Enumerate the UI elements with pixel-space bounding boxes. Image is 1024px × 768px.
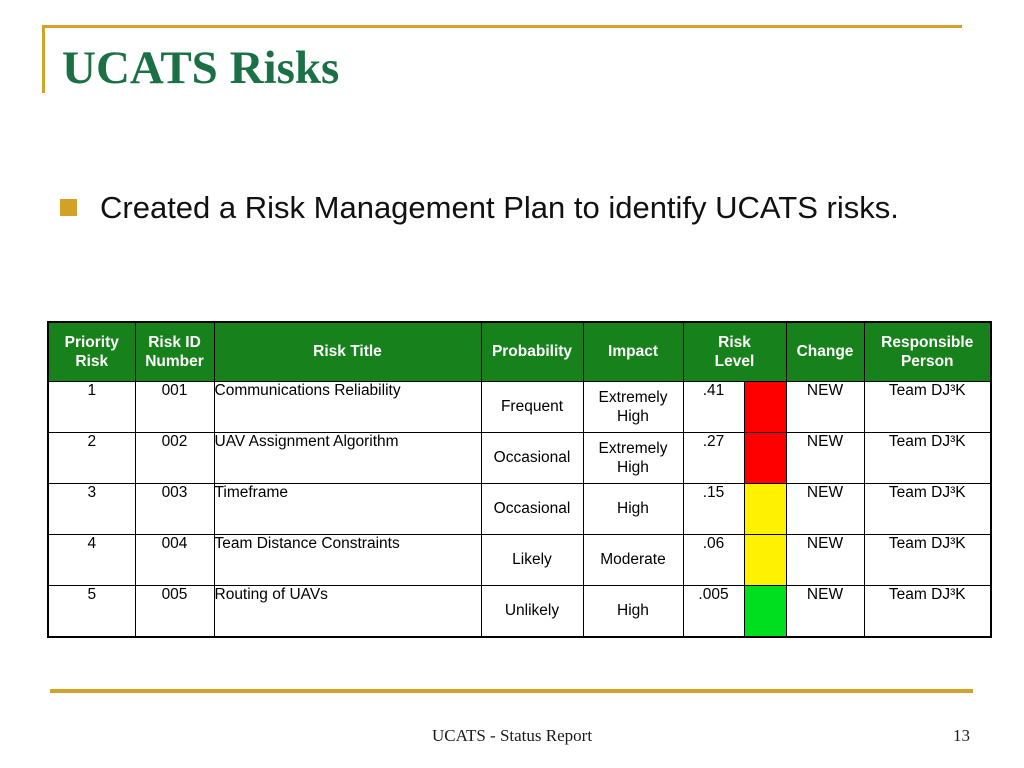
slide-title: UCATS Risks	[62, 42, 340, 94]
cell-priority: 2	[48, 433, 135, 484]
cell-impact: Moderate	[583, 535, 683, 586]
risk-level-color-swatch	[744, 484, 786, 535]
top-accent-line	[42, 25, 962, 28]
table-row	[48, 535, 991, 586]
header-label: Change	[796, 343, 854, 361]
cell-risk-id: 002	[135, 433, 214, 484]
table-row	[48, 586, 991, 638]
cell-risk-id: 003	[135, 484, 214, 535]
left-accent-line	[42, 25, 45, 93]
cell-risk-level: .27	[683, 433, 744, 484]
cell-risk-id: 005	[135, 586, 214, 638]
cell-risk-title: Timeframe	[214, 484, 481, 535]
bottom-accent-line	[50, 689, 973, 693]
cell-impact: High	[583, 484, 683, 535]
cell-change: NEW	[786, 382, 864, 433]
cell-priority: 1	[48, 382, 135, 433]
cell-risk-id: 001	[135, 382, 214, 433]
cell-risk-level: .15	[683, 484, 744, 535]
header-label: Risk ID Number	[145, 333, 204, 370]
cell-responsible: Team DJ³K	[864, 484, 991, 535]
cell-impact: Extremely High	[583, 433, 683, 484]
table-row	[48, 433, 991, 484]
cell-risk-title: UAV Assignment Algorithm	[214, 433, 481, 484]
footer-text: UCATS - Status Report	[431, 726, 593, 745]
cell-risk-title: Team Distance Constraints	[214, 535, 481, 586]
cell-impact: High	[583, 586, 683, 638]
header-priority-risk	[48, 322, 135, 382]
cell-risk-id: 004	[135, 535, 214, 586]
risk-level-color-swatch	[744, 382, 786, 433]
header-impact	[583, 322, 683, 382]
cell-probability: Frequent	[481, 382, 583, 433]
cell-priority: 4	[48, 535, 135, 586]
cell-risk-level: .06	[683, 535, 744, 586]
header-label: Priority Risk	[64, 333, 119, 370]
table-row	[48, 484, 991, 535]
cell-risk-title: Communications Reliability	[214, 382, 481, 433]
risk-table	[47, 321, 992, 638]
cell-probability: Occasional	[481, 484, 583, 535]
risk-level-color-swatch	[744, 586, 786, 638]
risk-level-color-swatch	[744, 433, 786, 484]
cell-risk-level: .005	[683, 586, 744, 638]
cell-change: NEW	[786, 535, 864, 586]
bullet-text: Created a Risk Management Plan to identify UCATS risks.	[100, 190, 899, 225]
header-probability	[481, 322, 583, 382]
header-risk-level	[683, 322, 786, 382]
cell-change: NEW	[786, 433, 864, 484]
page-number: 13	[953, 726, 970, 745]
cell-responsible: Team DJ³K	[864, 586, 991, 638]
table-row	[48, 382, 991, 433]
risk-level-color-swatch	[744, 535, 786, 586]
header-label: Responsible Person	[881, 333, 974, 370]
cell-responsible: Team DJ³K	[864, 535, 991, 586]
cell-risk-title: Routing of UAVs	[214, 586, 481, 638]
cell-probability: Occasional	[481, 433, 583, 484]
header-label: Risk Level	[714, 333, 755, 370]
header-risk-title	[214, 322, 481, 382]
cell-change: NEW	[786, 484, 864, 535]
header-label: Risk Title	[313, 343, 382, 361]
cell-priority: 5	[48, 586, 135, 638]
header-change	[786, 322, 864, 382]
cell-change: NEW	[786, 586, 864, 638]
cell-impact: Extremely High	[583, 382, 683, 433]
cell-risk-level: .41	[683, 382, 744, 433]
cell-priority: 3	[48, 484, 135, 535]
header-label: Impact	[608, 343, 658, 361]
header-responsible-person	[864, 322, 991, 382]
cell-responsible: Team DJ³K	[864, 382, 991, 433]
cell-probability: Likely	[481, 535, 583, 586]
cell-responsible: Team DJ³K	[864, 433, 991, 484]
header-label: Probability	[491, 343, 573, 361]
header-risk-id-number	[135, 322, 214, 382]
bullet-square-icon	[60, 199, 77, 216]
cell-probability: Unlikely	[481, 586, 583, 638]
table-header-row	[48, 322, 991, 382]
